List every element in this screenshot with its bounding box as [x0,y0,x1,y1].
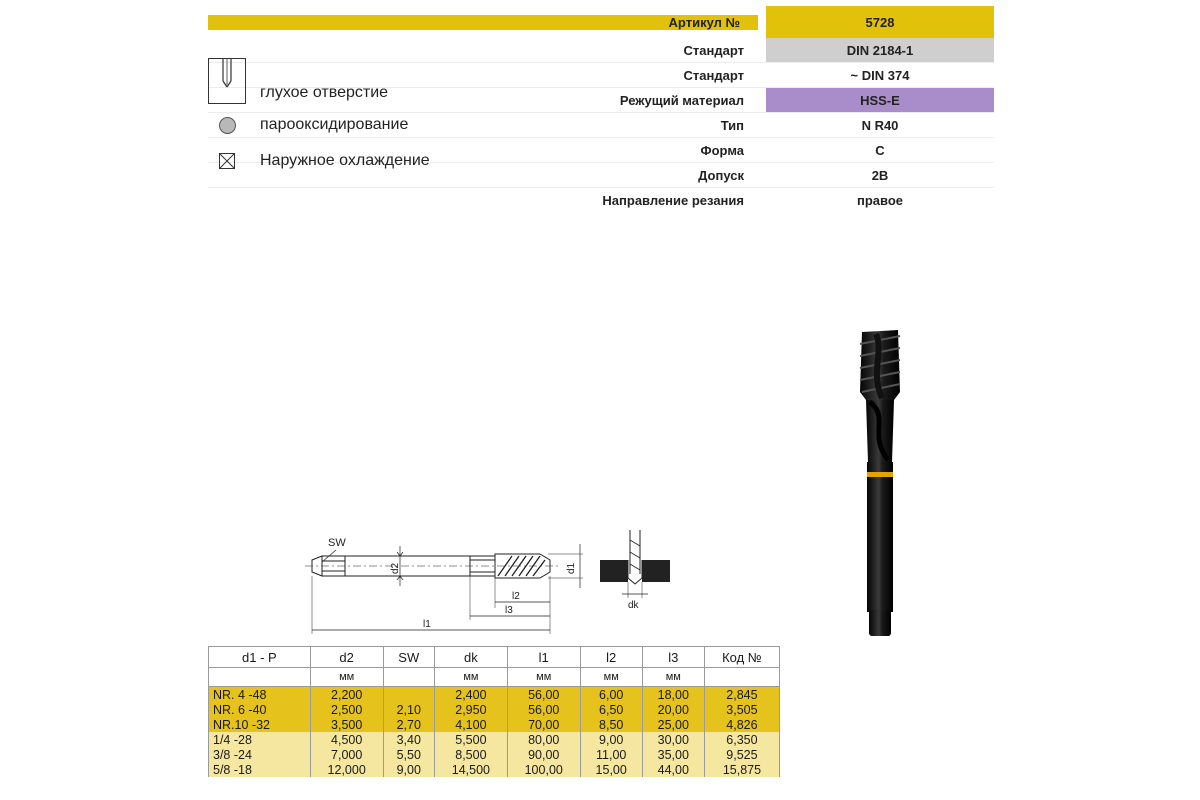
unit-cell: мм [434,668,507,687]
table-cell: 20,00 [642,702,704,717]
table-cell: 2,400 [434,687,507,703]
gray-dot-icon [219,117,236,134]
article-number: 5728 [766,6,994,38]
legend-blind-hole [208,58,388,104]
column-header: l1 [507,647,580,668]
tap-product-image [840,322,920,642]
table-cell: 100,00 [507,762,580,777]
table-cell: 6,00 [580,687,642,703]
table-row [209,732,780,747]
table-cell: 15,875 [704,762,779,777]
d1-label: d1 [566,562,577,574]
table-cell: 35,00 [642,747,704,762]
column-header: d1 - P [209,647,311,668]
table-cell: 14,500 [434,762,507,777]
table-cell: 90,00 [507,747,580,762]
table-cell: 2,200 [310,687,383,703]
table-cell: 12,000 [310,762,383,777]
spec-label: Тип [720,117,744,133]
table-cell: 3,505 [704,702,779,717]
unit-cell: мм [580,668,642,687]
table-cell: 25,00 [642,717,704,732]
table-cell: 4,500 [310,732,383,747]
unit-cell: мм [507,668,580,687]
table-cell: 3,40 [383,732,434,747]
spec-value: правое [856,192,903,208]
table-cell: 6,50 [580,702,642,717]
table-cell: 9,525 [704,747,779,762]
table-cell: 44,00 [642,762,704,777]
table-cell: 56,00 [507,687,580,703]
table-cell: 56,00 [507,702,580,717]
spec-header-row [208,6,994,38]
spec-value: C [875,142,885,158]
legend-external-cooling-label: Наружное охлаждение [260,152,430,169]
d2-label: d2 [390,562,401,574]
column-header: Код № [704,647,779,668]
sw-label: SW [328,537,346,549]
spec-label: Допуск [698,167,744,183]
table-cell: 2,70 [383,717,434,732]
table-cell: 2,10 [383,702,434,717]
spec-row [208,187,994,212]
table-cell: NR. 4 -48 [209,687,311,703]
spec-value: ~ DIN 374 [850,67,910,83]
l1-label: l1 [423,619,431,630]
table-cell: 30,00 [642,732,704,747]
spec-label: Стандарт [683,67,744,83]
table-cell: 70,00 [507,717,580,732]
spec-table [208,6,994,212]
table-cell: NR. 6 -40 [209,702,311,717]
table-cell: 8,500 [434,747,507,762]
unit-cell [704,668,779,687]
dk-label: dk [628,600,639,611]
l3-label: l3 [505,605,513,616]
spec-value: N R40 [861,117,899,133]
unit-cell [209,668,311,687]
unit-cell: мм [310,668,383,687]
table-cell: 2,845 [704,687,779,703]
spec-value: 2B [871,167,889,183]
column-header: dk [434,647,507,668]
table-cell: 80,00 [507,732,580,747]
table-cell: 1/4 -28 [209,732,311,747]
table-cell: 9,00 [580,732,642,747]
table-cell: 15,00 [580,762,642,777]
table-cell: 8,50 [580,717,642,732]
table-cell: 3,500 [310,717,383,732]
spec-label: Стандарт [683,42,744,58]
table-cell: 7,000 [310,747,383,762]
table-cell: 18,00 [642,687,704,703]
spec-value: HSS-E [766,88,994,112]
table-row [209,747,780,762]
dimensions-table [208,646,780,777]
table-cell: 2,950 [434,702,507,717]
table-cell: 3/8 -24 [209,747,311,762]
crossed-box-icon [219,153,235,169]
blind-hole-icon [208,58,246,104]
column-header: l3 [642,647,704,668]
spec-value: DIN 2184-1 [766,38,994,62]
table-row [209,717,780,732]
table-cell: 9,00 [383,762,434,777]
table-cell: 2,500 [310,702,383,717]
table-header-row [209,647,780,668]
spec-label: Форма [700,142,744,158]
legend-blind-hole-label: глухое отверстие [260,84,389,101]
article-label: Артикул № [208,15,758,30]
legend-steam-oxide-label: парооксидирование [260,116,409,133]
table-cell: 11,00 [580,747,642,762]
table-cell: 6,350 [704,732,779,747]
table-cell: 5/8 -18 [209,762,311,777]
column-header: d2 [310,647,383,668]
column-header: SW [383,647,434,668]
table-row [209,702,780,717]
column-header: l2 [580,647,642,668]
table-cell [383,687,434,703]
table-cell: 4,826 [704,717,779,732]
table-cell: 5,50 [383,747,434,762]
unit-cell: мм [642,668,704,687]
table-units-row [209,668,780,687]
table-row [209,687,780,703]
table-cell: 5,500 [434,732,507,747]
spec-label: Направление резания [602,192,744,208]
table-row [209,762,780,777]
table-cell: 4,100 [434,717,507,732]
spec-label: Режущий материал [619,92,744,108]
legend-steam-oxide [208,116,408,134]
l2-label: l2 [512,591,520,602]
unit-cell [383,668,434,687]
table-cell: NR.10 -32 [209,717,311,732]
legend-external-cooling [208,152,430,170]
tap-technical-drawing [300,520,680,640]
